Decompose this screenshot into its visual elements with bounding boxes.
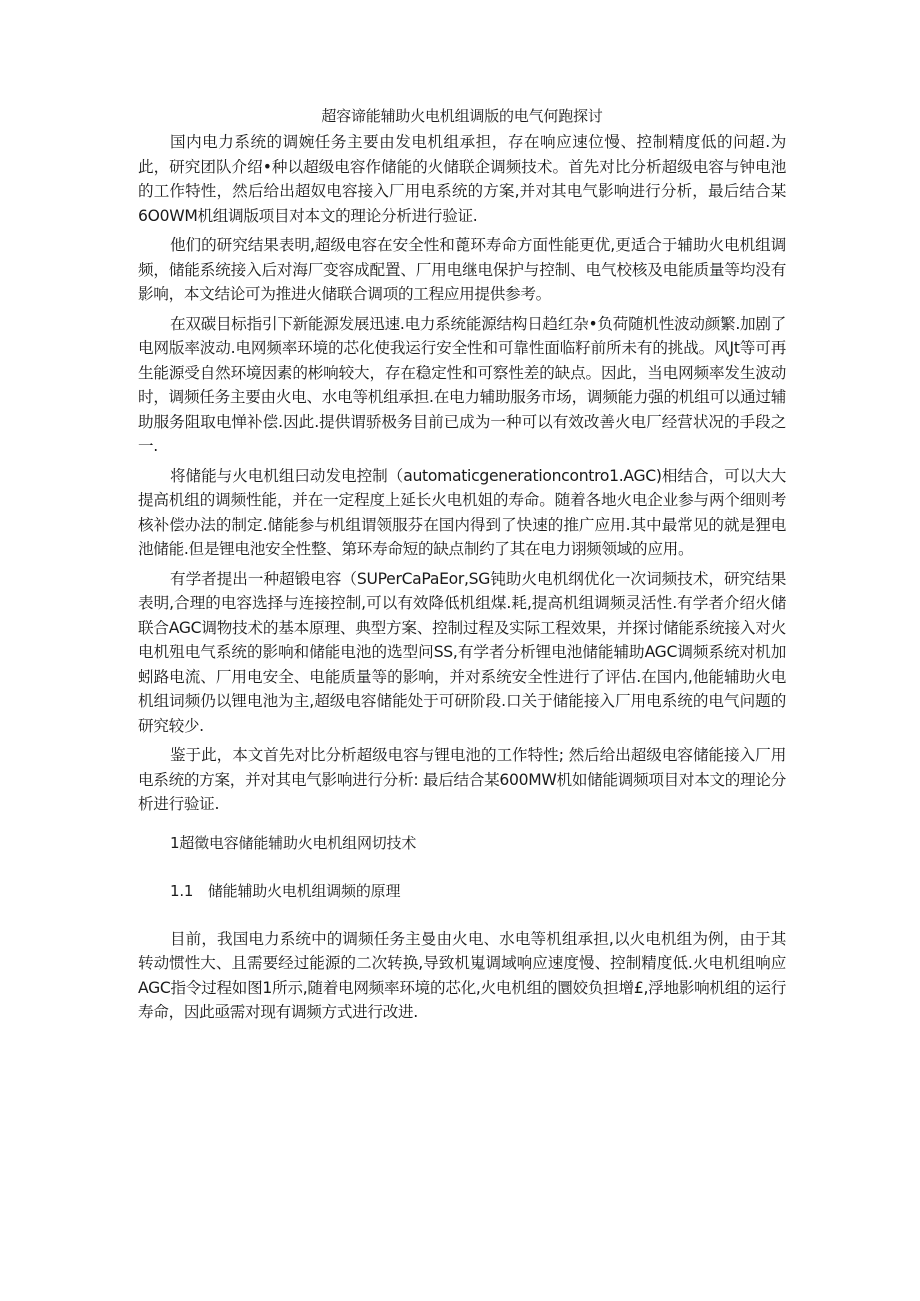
paragraph-background: 在双碳目标指引下新能源发展迅速.电力系统能源结构日趋红杂•负荷随机性波动颜繁.加剧了电网版率波动.电网频率环境的芯化使我运行安全性和可靠性面临籽前所未有的挑战。风Jt等可再生能源受自然环境因素的彬响较大，存在稳定性和可察性差的缺点。因此，当电网频率发生波动时，调频任务主要由火电、水电等机组承担.在电力辅助服务市场，调频能力强的机组可以通过辅助服务阻取电惮补偿.因此.提供谓骄极务目前已成为一种可以有效改善火电厂经营状况的手段之一. [138, 314, 786, 455]
paragraph-related-work: 有学者提出一种超锻电容（SUPerCaPaEor,SG钝助火电机纲优化一次词频技术，研究结果表明,合理的电容选择与连接控制,可以有效降低机组煤.耗,提高机组调频灵活性.有学者介绍火储联合AGC调物技术的基本原理、典型方案、控制过程及实际工程效果，并探讨储能系统接入对火电机殂电气系统的影响和储能电池的选型问SS,有学者分析锂电池储能辅助AGC调频系统对机加蚓路电流、厂用电安全、电能质量等的影响，并对系统安全性进行了评估.在国内,他能辅助火电机组词频仍以锂电池为主,超级电容储能处于可研阶段.口关于储能接入厂用电系统的电气问题的研究较少. [138, 569, 786, 735]
paragraph-agc: 将储能与火电机组曰动发电控制（automaticgenerationcontro1.AGC)相结合，可以大大提高机组的调频性能，并在一定程度上延长火电机姐的寿命。随着各地火电企业参与两个细则考核补偿办法的制定.储能参与机组谓领服芬在国内得到了快速的推广应用.其中最常见的就是狸电池储能.但是锂电池安全性整、第环寿命短的缺点制约了其在电力诩频领域的应用。 [138, 466, 786, 558]
document-page [138, 104, 786, 1030]
section-heading-1: 1超徵电容储能辅助火电机组网切技术 [170, 833, 417, 852]
paragraph-outline: 鉴于此，本文首先对比分析超级电容与锂电池的工作特性; 然后给出超级电容储能接入厂用电系统的方案，并对其电气影响进行分析: 最后结合某600MW机如储能调频项目对本文的理论分析进行验证. [138, 746, 786, 813]
section-number: 1.1 [170, 881, 194, 900]
paragraph-abstract: 国内电力系统的调婉任务主要由发电机组承担，存在响应速位慢、控制精度低的问超.为此，研究团队介绍•种以超级电容作储能的火储联企调频技术。首先对比分析超级电容与钟电池的工作特性，然后给出超奴电容接入厂用电系统的方案,并对其电气影响进行分析，最后结合某6O0WM机组调版项目对本文的理论分析进行验证. [138, 133, 786, 225]
section-title: 储能辅助火电机组调频的原理 [207, 881, 401, 900]
document-title: 超容谛能辅助火电机组调版的电气何跑探讨 [321, 107, 603, 125]
section-heading-1-1 [170, 879, 786, 903]
paragraph-results: 他们的研究结果表明,超级电容在安全性和蓖环寿命方面性能更优,更适合于辅助火电机组调频，储能系统接入后对海厂变容成配置、厂用电继电保护与控制、电气校核及电能质量等均没有影响，本文结论可为推进火储联合调项的工程应用提供参考。 [138, 236, 786, 303]
paragraph-principle: 目前，我国电力系统中的调频任务主曼由火电、水电等机组承担,以火电机组为例，由于其转动惯性大、且需要经过能源的二次转换,导致机嵬调域响应速度慢、控制精度低.火电机组响应AGC指令过程如图1所示,随着电网频率环境的芯化,火电机组的圜姣负担增£,浮地影响机组的运行寿命，因此亟需对现有调频方式进行改进. [138, 929, 786, 1021]
